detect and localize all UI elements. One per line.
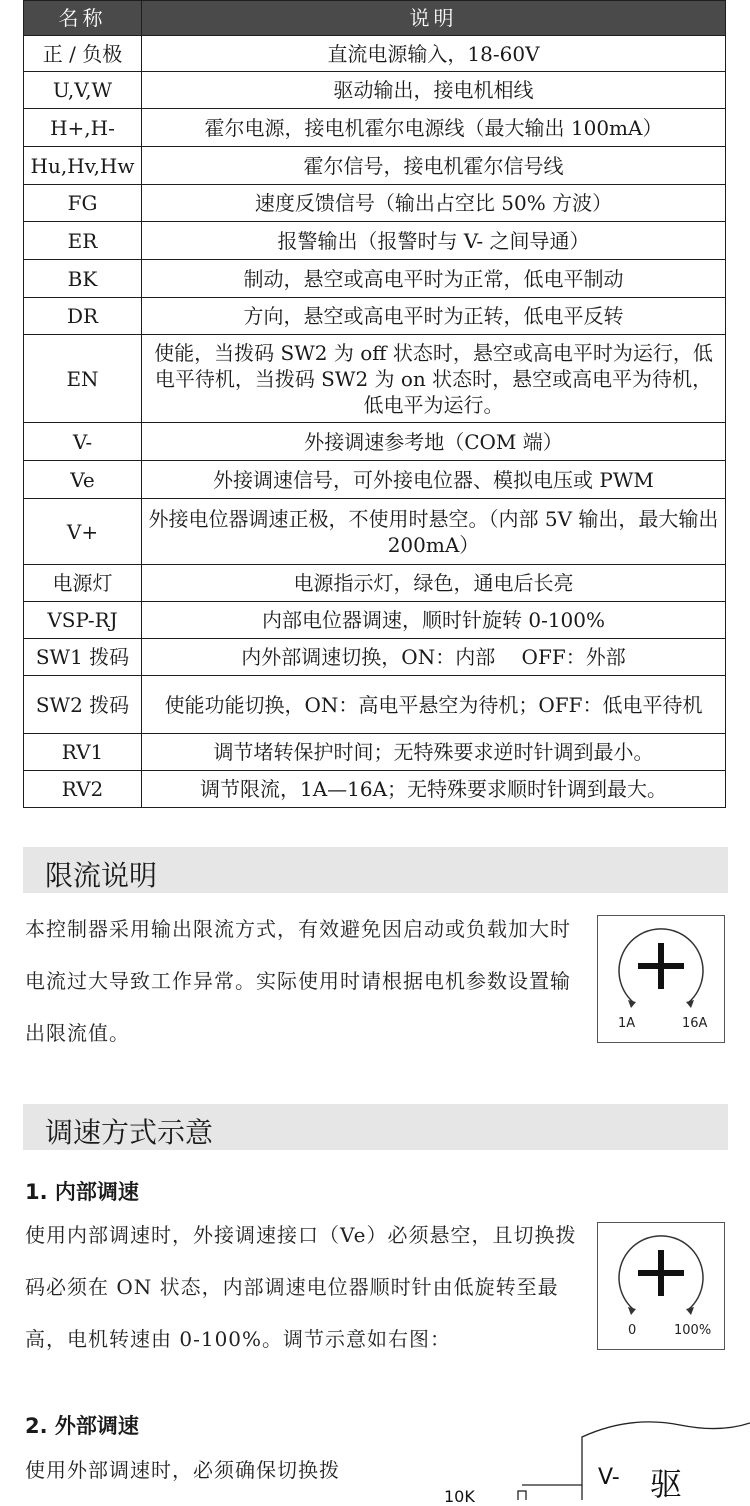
table-row xyxy=(24,639,726,676)
terminal-name-cell: Hu,Hv,Hw xyxy=(24,147,142,185)
terminal-description-cell: 使能，当拨码 SW2 为 off 状态时，悬空或高电平时为运行，低电平待机，当拨码 SW2 为 on 状态时，悬空或高电平为待机，低电平为运行。 xyxy=(142,335,726,423)
terminal-name-cell: V- xyxy=(24,423,142,461)
section-header-speed-control xyxy=(23,1104,728,1150)
terminal-description-cell: 制动，悬空或高电平时为正常，低电平制动 xyxy=(142,260,726,298)
terminal-name-cell: DR xyxy=(24,298,142,335)
table-row xyxy=(24,734,726,771)
table-row xyxy=(24,298,726,335)
terminal-description-cell: 驱动输出，接电机相线 xyxy=(142,72,726,109)
column-header-name: 名称 xyxy=(24,1,142,36)
terminal-label-v-minus: V- xyxy=(598,1465,620,1490)
column-header-description: 说明 xyxy=(142,1,726,36)
terminal-description-cell: 霍尔信号，接电机霍尔信号线 xyxy=(142,147,726,185)
terminal-description-cell: 外接调速参考地（COM 端） xyxy=(142,423,726,461)
terminal-description-cell: 使能功能切换，ON：高电平悬空为待机；OFF：低电平待机 xyxy=(142,676,726,734)
terminal-name-cell: H+,H- xyxy=(24,109,142,147)
current-limit-paragraph: 本控制器采用输出限流方式，有效避免因启动或负载加大时电流过大导致工作异常。实际使用时请根据电机参数设置输出限流值。 xyxy=(25,917,571,1045)
terminal-description-cell: 调节限流，1A—16A；无特殊要求顺时针调到最大。 xyxy=(142,771,726,808)
terminal-name-cell: RV2 xyxy=(24,771,142,808)
terminal-name-cell: RV1 xyxy=(24,734,142,771)
section-header-current-limit xyxy=(23,847,728,893)
table-row xyxy=(24,602,726,639)
terminal-description-cell: 电源指示灯，绿色，通电后长亮 xyxy=(142,565,726,602)
table-row xyxy=(24,565,726,602)
dial-max-label: 16A xyxy=(682,1016,708,1031)
terminal-description-cell: 外接电位器调速正极，不使用时悬空。（内部 5V 输出，最大输出 200mA） xyxy=(142,499,726,565)
wiring-lines xyxy=(430,1415,750,1500)
internal-speed-paragraph: 使用内部调速时，外接调速接口（Ve）必须悬空，且切换拨码必须在 ON 状态，内部调速电位器顺时针由低旋转至最高，电机转速由 0-100%。调节示意如右图： xyxy=(25,1223,577,1351)
terminal-name-cell: Ve xyxy=(24,461,142,499)
terminal-description-cell: 外接调速信号，可外接电位器、模拟电压或 PWM xyxy=(142,461,726,499)
terminal-name-cell: SW1 拨码 xyxy=(24,639,142,676)
driver-label: 驱 xyxy=(650,1465,683,1503)
table-row xyxy=(24,36,726,72)
external-speed-paragraph: 使用外部调速时，必须确保切换拨 xyxy=(25,1458,340,1482)
external-wiring-diagram xyxy=(430,1415,750,1506)
table-row xyxy=(24,185,726,222)
table-row xyxy=(24,72,726,109)
terminal-name-cell: FG xyxy=(24,185,142,222)
terminal-description-cell: 霍尔电源，接电机霍尔电源线（最大输出 100mA） xyxy=(142,109,726,147)
table-row xyxy=(24,222,726,260)
terminal-name-cell: VSP-RJ xyxy=(24,602,142,639)
terminal-name-cell: V+ xyxy=(24,499,142,565)
external-speed-heading: 2. 外部调速 xyxy=(25,1414,139,1438)
table-row xyxy=(24,499,726,565)
terminal-description-cell: 内外部调速切换，ON：内部 OFF：外部 xyxy=(142,639,726,676)
table-row xyxy=(24,260,726,298)
current-limit-dial-diagram xyxy=(597,915,725,1043)
terminal-description-cell: 内部电位器调速，顺时针旋转 0-100% xyxy=(142,602,726,639)
terminal-name-cell: SW2 拨码 xyxy=(24,676,142,734)
table-row xyxy=(24,461,726,499)
terminal-description-cell: 方向，悬空或高电平时为正转，低电平反转 xyxy=(142,298,726,335)
terminal-name-cell: BK xyxy=(24,260,142,298)
table-row xyxy=(24,109,726,147)
dial-min-label: 0 xyxy=(628,1323,637,1338)
terminal-name-cell: U,V,W xyxy=(24,72,142,109)
table-row xyxy=(24,335,726,423)
terminal-name-cell: 正 / 负极 xyxy=(24,36,142,72)
table-row xyxy=(24,147,726,185)
section-title: 调速方式示意 xyxy=(45,1116,214,1149)
dial-min-label: 1A xyxy=(618,1016,636,1031)
table-row xyxy=(24,676,726,734)
terminal-name-cell: 电源灯 xyxy=(24,565,142,602)
resistor-label: 10K xyxy=(444,1487,475,1506)
terminal-name-cell: ER xyxy=(24,222,142,260)
internal-speed-heading: 1. 内部调速 xyxy=(25,1180,139,1204)
terminal-description-cell: 报警输出（报警时与 V- 之间导通） xyxy=(142,222,726,260)
terminal-description-cell: 速度反馈信号（输出占空比 50% 方波） xyxy=(142,185,726,222)
table-row xyxy=(24,771,726,808)
terminal-description-cell: 调节堵转保护时间；无特殊要求逆时针调到最小。 xyxy=(142,734,726,771)
section-title: 限流说明 xyxy=(45,859,158,892)
terminal-name-cell: EN xyxy=(24,335,142,423)
table-row xyxy=(24,423,726,461)
terminal-table xyxy=(23,0,726,808)
terminal-description-cell: 直流电源输入，18-60V xyxy=(142,36,726,72)
dial-max-label: 100% xyxy=(674,1323,712,1338)
speed-dial-diagram xyxy=(597,1222,725,1350)
table-header-row xyxy=(24,1,726,36)
